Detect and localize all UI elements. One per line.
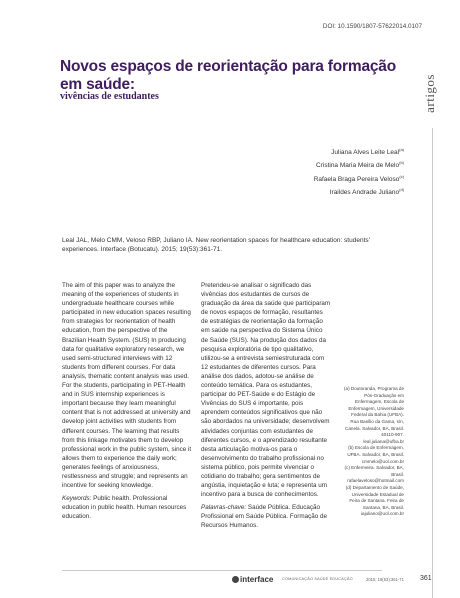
journal-logo: interface — [232, 575, 273, 584]
side-rule — [432, 128, 433, 598]
abstract-text: The aim of this paper was to analyze the meaning of the experiences of students in undergraduate healthcare courses while participated in new education spaces resulting from strategies for reorientation of health education, from the perspective of the Brazilian Health System. (SUS) In producing data for qualitative exploratory research, we used semi-structured interviews with 12 students from different courses. For data analysis, thematic content analysis was used. For the students, participating in PET-Health and in SUS internship experiences is important because they learn meaningful content that is not addressed at university and develop joint activities with students from different courses. The learning that results from this linkage motivates them to develop professional work in the public system, since it allows them to experience the daily work; generates feelings of anxiousness, restlessness and struggle; and represents an incentive for seeking knowledge. — [62, 282, 192, 490]
doi: DOI: 10.1590/1807-57622014.0107 — [322, 23, 422, 30]
note: (a) Doutoranda, Programa de Pós-Graduação em Enfermagem, Escola de Enfermagem, Universidade Federal da Bahia (UFBA). Rua Basílio da Gama, s/n, Canela. Salvador, BA, Brasil. 40110-907. leal.juliana@ufba.br — [344, 386, 405, 444]
logo-dot-icon — [232, 576, 239, 583]
page-number: 361 — [420, 575, 432, 582]
author-list — [314, 145, 404, 198]
author-notes — [344, 386, 404, 518]
author: Juliana Alves Leite Leal$^{(a)}$ — [331, 147, 404, 157]
keywords: Palavras-chave: Saúde Pública. Educação Profissional em Saúde Pública. Formação de Recursos Humanos. — [201, 504, 328, 530]
citation: Leal JAL, Melo CMM, Veloso RBP, Juliano IA. New reorientation spaces for healthcare education: students' experiences. Interface (Botucatu). 2015; 19(53):361-71. — [62, 237, 370, 254]
page-footer — [0, 570, 460, 590]
issue-reference: 2015; 19(53):361-71 — [366, 577, 404, 582]
author: Cristina Maria Meira de Melo$^{(b)}$ — [316, 160, 404, 170]
abstract-english — [62, 281, 192, 525]
journal-tagline: COMUNICAÇÃO SAÚDE EDUCAÇÃO — [282, 577, 353, 581]
note: (c) Enfermeira. Salvador, BA, Brasil. rafaelaveloso@hotmail.com — [344, 465, 404, 484]
keywords: Keywords: Public health. Professional education in public health. Human resources education. — [62, 495, 187, 521]
note: (b) Escola de Enfermagem, UFBA. Salvador, BA, Brasil. cmmelo@uol.com.br — [347, 445, 404, 464]
note: (d) Departamento de Saúde, Universidade Estadual de Feira de Santana. Feira de Santana, BA, Brasil. iajuliano@uol.com.br — [345, 484, 404, 517]
article-title: Novos espaços de reorientação para formação em saúde: — [60, 58, 396, 93]
footer-rule — [62, 570, 382, 571]
abstract-portuguese — [201, 281, 331, 535]
section-label: artigos — [422, 74, 437, 113]
article-subtitle: vivências de estudantes — [60, 91, 159, 102]
author: Iraildes Andrade Juliano$^{(d)}$ — [329, 187, 404, 197]
author: Rafaela Braga Pereira Veloso$^{(c)}$ — [313, 173, 404, 183]
abstract-text: Pretendeu-se analisar o significado das vivências dos estudantes de cursos de graduação da área da saúde que participaram de novos espaços de formação, resultantes de estratégias de reorientação da formação em saúde na perspectiva do Sistema Único de Saúde (SUS). Na produção dos dados da pesquisa exploratória de tipo qualitativo, utilizou-se a entrevista semiestruturada com 12 estudantes de diferentes cursos. Para análise dos dados, adotou-se análise de conteúdo temática. Para os estudantes, participar do PET-Saúde e do Estágio de Vivências do SUS é importante, pois aprendem conteúdos significativos que não são abordados na universidade; desenvolvem atividades conjuntas com estudantes de diferentes cursos, e o aprendizado resultante desta articulação motiva-os para o desenvolvimento do trabalho profissional no sistema público, pois permite vivenciar o cotidiano do trabalho; gera sentimentos de angústia, inquietação e luta; e representa um incentivo para a busca de conhecimentos. — [201, 282, 331, 499]
